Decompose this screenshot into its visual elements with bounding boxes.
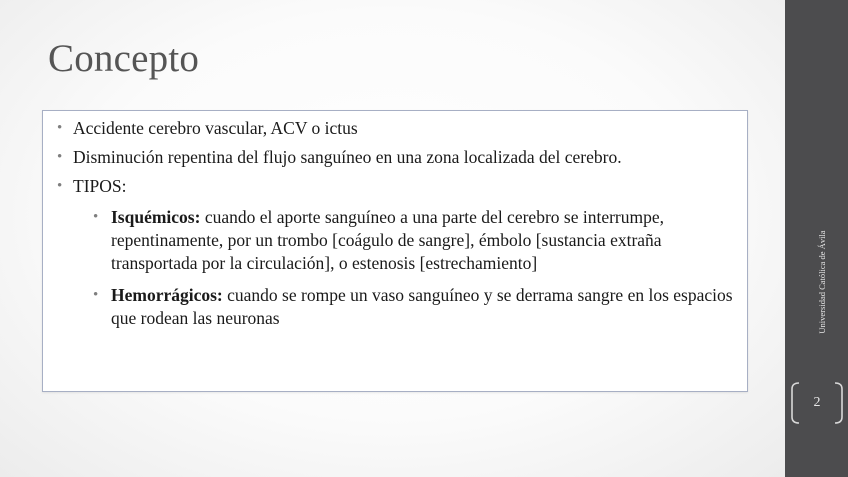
page-number-badge — [789, 381, 845, 425]
content-box — [42, 110, 748, 392]
bullet-icon: • — [57, 120, 63, 136]
sub-bullet-term: Isquémicos: — [111, 207, 201, 227]
bullet-item — [57, 176, 739, 330]
bullet-icon: • — [57, 178, 63, 194]
bullet-text: Disminución repentina del flujo sanguíneo en una zona localizada del cerebro. — [73, 147, 622, 167]
sub-bullet-term: Hemorrágicos: — [111, 285, 223, 305]
bullet-icon: • — [57, 149, 63, 165]
bullet-item — [57, 118, 739, 139]
sub-bullet-item — [73, 284, 739, 330]
sub-bullet-item — [73, 206, 739, 275]
page-number: 2 — [813, 395, 821, 410]
bullet-item — [57, 147, 739, 168]
bullet-list — [57, 118, 739, 339]
footer-text: Universidad Católica de Ávila — [816, 230, 827, 334]
slide-title: Concepto — [48, 37, 200, 80]
bullet-text: TIPOS: — [73, 176, 127, 196]
sub-bullet-list — [73, 206, 739, 330]
bullet-icon: • — [93, 287, 99, 303]
bullet-text: Accidente cerebro vascular, ACV o ictus — [73, 118, 358, 138]
sub-bullet-text: cuando se rompe un vaso sanguíneo y se derrama sangre en los espacios que rodean las neuronas — [111, 285, 733, 328]
sub-bullet-text: cuando el aporte sanguíneo a una parte del cerebro se interrumpe, repentinamente, por un trombo [coágulo de sangre], émbolo [sustancia extraña transportada por la circulación], o estenosis [estrechamiento] — [111, 207, 664, 273]
sidebar — [785, 0, 848, 477]
bullet-icon: • — [93, 209, 99, 225]
